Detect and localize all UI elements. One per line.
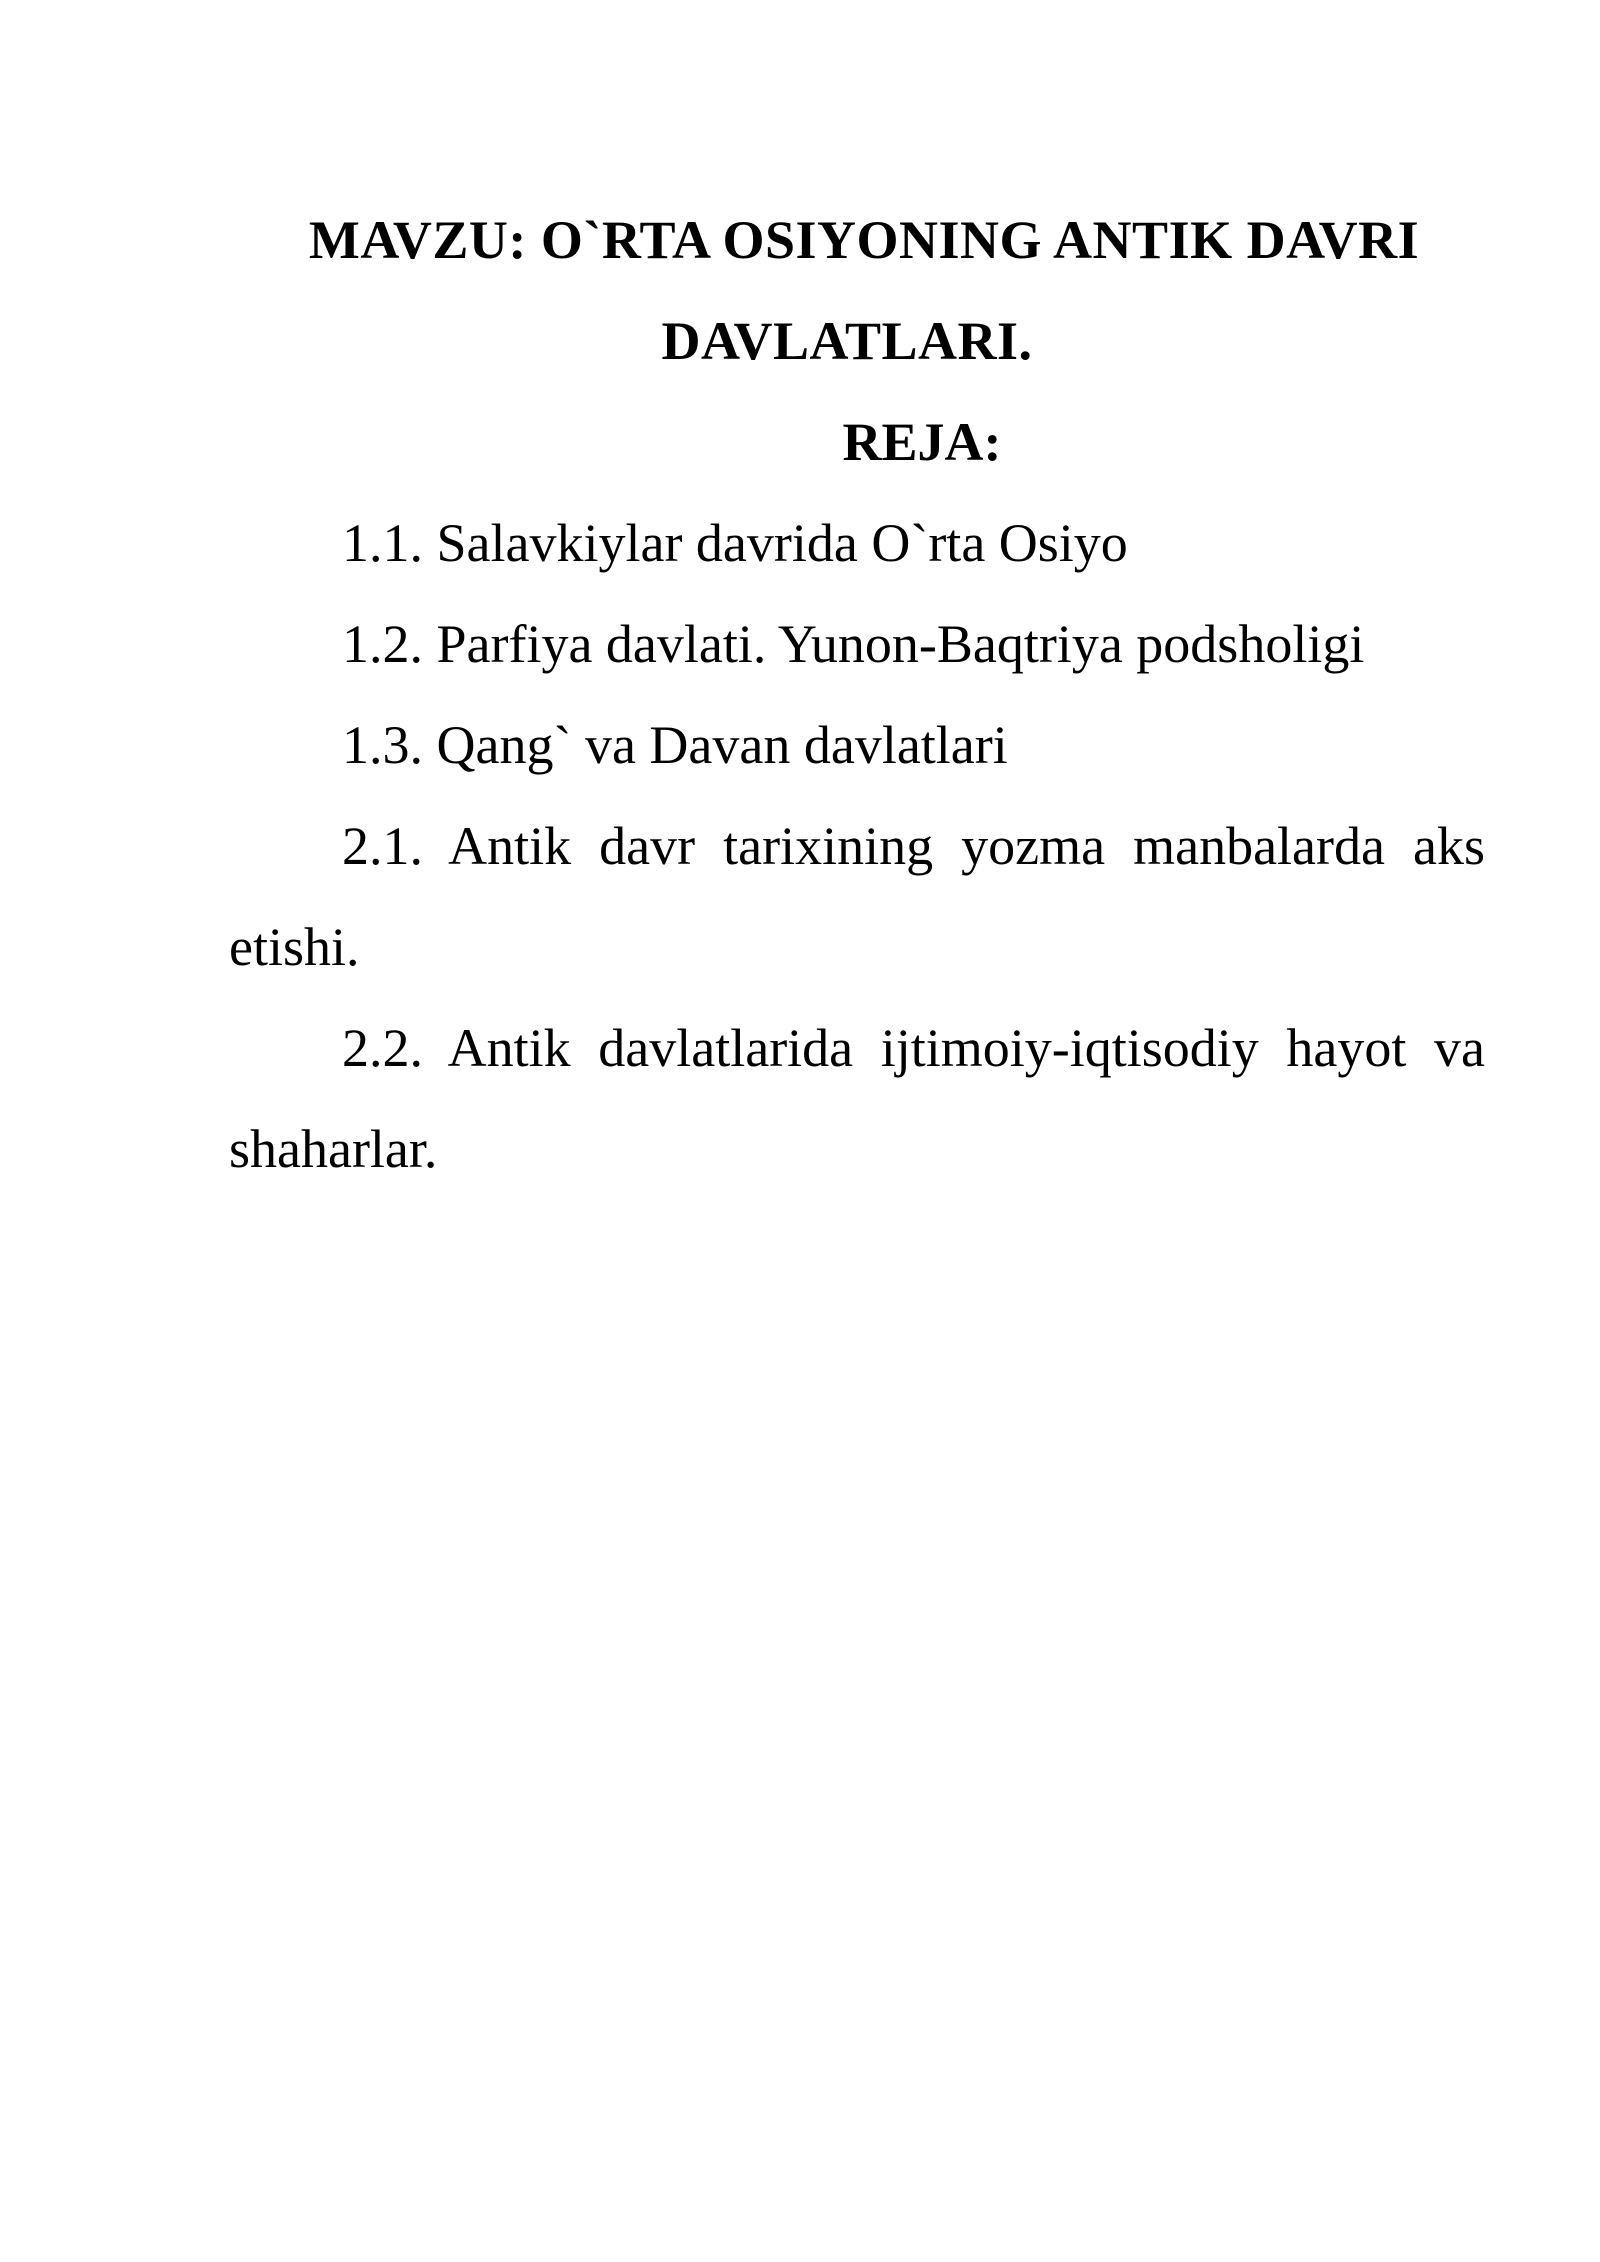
plan-item-1-2: 1.2. Parfiya davlati. Yunon-Baqtriya podsholigi bbox=[342, 614, 1365, 674]
plan-item-2-2: 2.2. Antik davlatlarida ijtimoiy-iqtisodiy hayot va shaharlar. bbox=[229, 1018, 1485, 1179]
plan-item-2-1: 2.1. Antik davr tarixining yozma manbalarda aks etishi. bbox=[229, 816, 1485, 977]
plan-list bbox=[229, 493, 1485, 1200]
plan-item-1-1: 1.1. Salavkiylar davrida O`rta Osiyo bbox=[342, 513, 1128, 573]
title-line-1: MAVZU: O`RTA OSIYONING ANTIK DAVRI bbox=[308, 210, 1420, 270]
plan-heading: REJA: bbox=[842, 412, 1002, 472]
document-page bbox=[229, 190, 1485, 1200]
plan-item-1-3: 1.3. Qang` va Davan davlatlari bbox=[342, 715, 1008, 775]
title-line-2: DAVLATLARI. bbox=[661, 311, 1033, 371]
document-title bbox=[229, 190, 1485, 392]
